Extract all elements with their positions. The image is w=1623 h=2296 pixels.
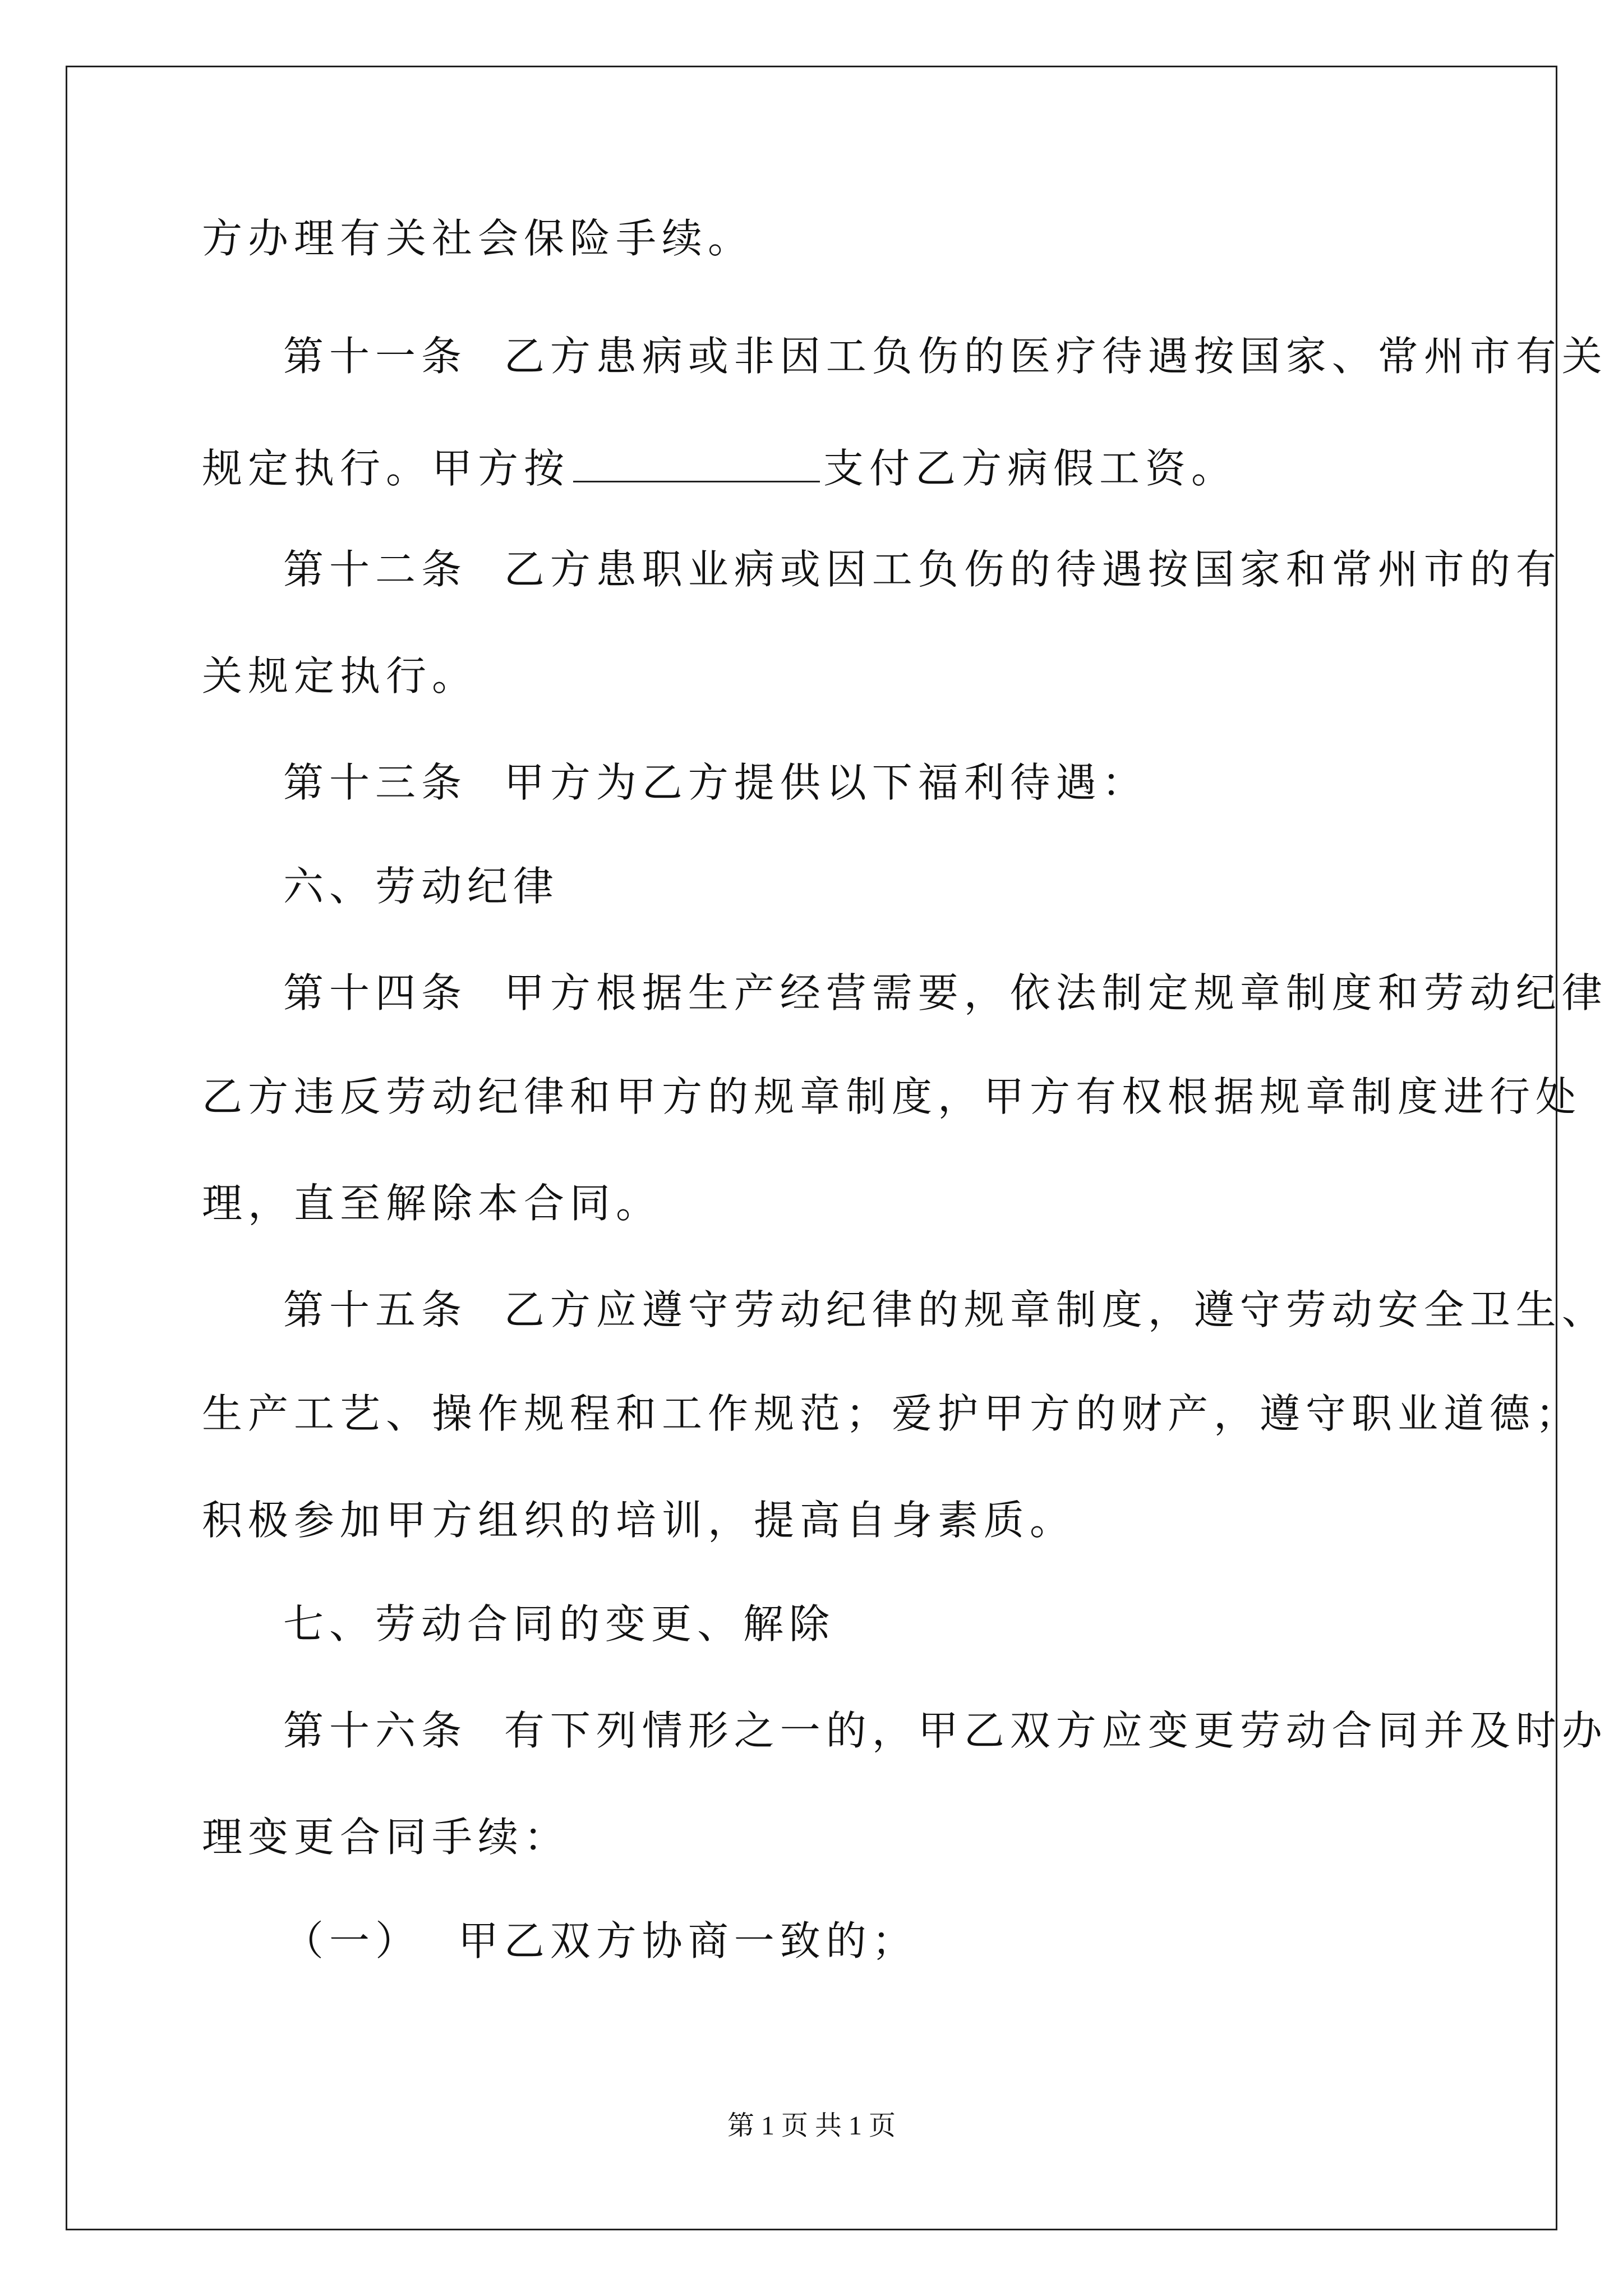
- article-15-line-1: 第十五条 乙方应遵守劳动纪律的规章制度，遵守劳动安全卫生、: [283, 1286, 1608, 1333]
- article-16-line-1: 第十六条 有下列情形之一的，甲乙双方应变更劳动合同并及时办: [283, 1707, 1608, 1754]
- article-12-line-2: 关规定执行。: [202, 652, 478, 700]
- paragraph-line-1: 方办理有关社会保险手续。: [202, 215, 754, 262]
- article-13-line: 第十三条 甲方为乙方提供以下福利待遇：: [283, 759, 1148, 806]
- article-12-line-1: 第十二条 乙方患职业病或因工负伤的待遇按国家和常州市的有: [283, 546, 1562, 593]
- section-heading-six: 六、劳动纪律: [283, 863, 560, 910]
- article-14-line-2: 乙方违反劳动纪律和甲方的规章制度，甲方有权根据规章制度进行处: [202, 1073, 1582, 1120]
- article-11-line-1: 第十一条 乙方患病或非因工负伤的医疗待遇按国家、常州市有关: [283, 333, 1608, 380]
- article-14-line-3: 理，直至解除本合同。: [202, 1180, 662, 1227]
- article-15-line-2: 生产工艺、操作规程和工作规范；爱护甲方的财产，遵守职业道德；: [202, 1390, 1582, 1437]
- article-11-prefix: 规定执行。甲方按: [202, 445, 570, 492]
- article-11-line-2: [202, 440, 1237, 496]
- fill-in-blank[interactable]: [573, 447, 820, 482]
- page-number-footer: 第 1 页 共 1 页: [727, 2111, 896, 2141]
- article-16-line-2: 理变更合同手续：: [202, 1814, 570, 1861]
- clause-one-line: （一） 甲乙双方协商一致的；: [283, 1917, 918, 1964]
- article-14-line-1: 第十四条 甲方根据生产经营需要，依法制定规章制度和劳动纪律: [283, 969, 1608, 1016]
- page-border: [66, 66, 1557, 2230]
- section-heading-seven: 七、劳动合同的变更、解除: [283, 1600, 836, 1648]
- article-11-suffix: 支付乙方病假工资。: [823, 445, 1238, 492]
- article-15-line-3: 积极参加甲方组织的培训，提高自身素质。: [202, 1497, 1076, 1544]
